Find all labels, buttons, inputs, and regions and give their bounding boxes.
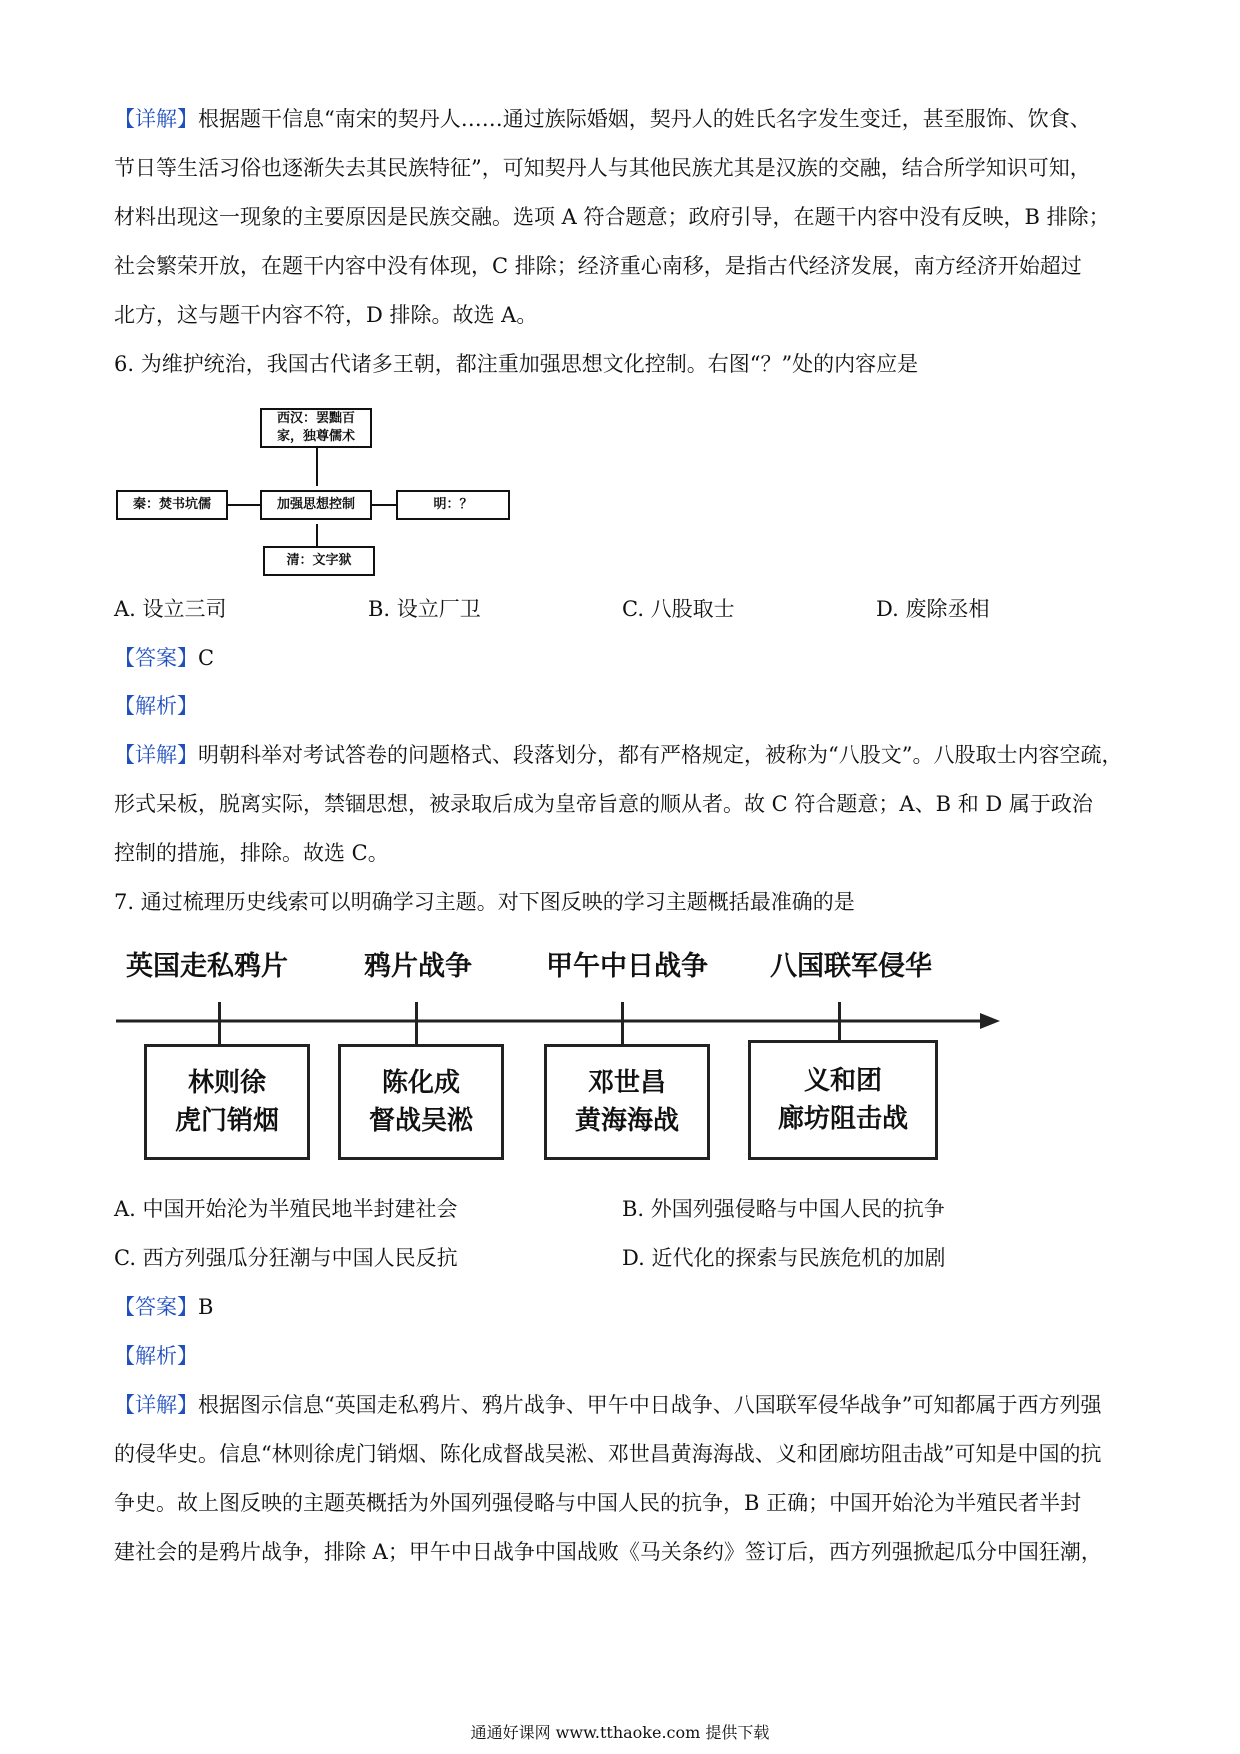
text-line: 【详解】根据题干信息“南宋的契丹人……通过族际婚姻，契丹人的姓氏名字发生变迁，甚至服饰、饮食、 xyxy=(114,107,1091,131)
answer-tag: 【答案】 xyxy=(114,1295,198,1319)
timeline-tick xyxy=(415,1002,418,1044)
node-western-han: 西汉：罢黜百 家，独尊儒术 xyxy=(260,408,372,448)
option-d[interactable]: D. 废除丞相 xyxy=(876,597,990,621)
node-qing: 清：文字狱 xyxy=(263,546,375,576)
option-d[interactable]: D. 近代化的探索与民族危机的加剧 xyxy=(622,1246,946,1270)
timeline-title-4: 八国联军侵华 xyxy=(770,951,932,982)
question-7-stem: 7. 通过梳理历史线索可以明确学习主题。对下图反映的学习主题概括最准确的是 xyxy=(114,890,855,914)
text-line: 节日等生活习俗也逐渐失去其民族特征”，可知契丹人与其他民族尤其是汉族的交融，结合所学知识可知， xyxy=(114,156,1091,180)
option-b[interactable]: B. 设立厂卫 xyxy=(368,597,481,621)
option-a[interactable]: A. 设立三司 xyxy=(114,597,227,621)
text-line: 争史。故上图反映的主题英概括为外国列强侵略与中国人民的抗争，B 正确；中国开始沦为半殖民者半封 xyxy=(114,1491,1082,1515)
text-line: 材料出现这一现象的主要原因是民族交融。选项 A 符合题意；政府引导，在题干内容中没有反映，B 排除； xyxy=(114,205,1110,229)
analysis-tag: 【解析】 xyxy=(114,694,198,718)
option-c[interactable]: C. 西方列强瓜分狂潮与中国人民反抗 xyxy=(114,1246,458,1270)
timeline-box-1: 林则徐 虎门销烟 xyxy=(144,1044,310,1160)
connector-left xyxy=(228,504,260,506)
node-center: 加强思想控制 xyxy=(260,490,372,520)
answer-value: C xyxy=(198,646,215,670)
timeline-tick xyxy=(621,1002,624,1044)
text-line: 【详解】明朝科举对考试答卷的问题格式、段落划分，都有严格规定，被称为“八股文”。八股取士内容空疏， xyxy=(114,743,1123,767)
text-line: 社会繁荣开放，在题干内容中没有体现，C 排除；经济重心南移，是指古代经济发展，南方经济开始超过 xyxy=(114,254,1082,278)
text-line: 控制的措施，排除。故选 C。 xyxy=(114,841,389,865)
timeline-box-2: 陈化成 督战吴淞 xyxy=(338,1044,504,1160)
answer-value: B xyxy=(198,1295,214,1319)
timeline-title-2: 鸦片战争 xyxy=(364,951,472,982)
analysis-tag: 【解析】 xyxy=(114,1344,198,1368)
text-line: 北方，这与题干内容不符，D 排除。故选 A。 xyxy=(114,303,538,327)
text-line: 【详解】根据图示信息“英国走私鸦片、鸦片战争、甲午中日战争、八国联军侵华战争”可知都属于西方列强 xyxy=(114,1393,1102,1417)
timeline-axis-arrow xyxy=(116,1005,1016,1035)
timeline-title-1: 英国走私鸦片 xyxy=(126,951,288,982)
page-footer[interactable]: 通通好课网 www.tthaoke.com 提供下载 xyxy=(470,1723,770,1742)
timeline-tick xyxy=(838,1002,841,1044)
connector-bottom xyxy=(316,524,318,546)
answer-line xyxy=(114,644,1130,672)
node-qin: 秦：焚书坑儒 xyxy=(116,490,228,520)
question-6-stem: 6. 为维护统治，我国古代诸多王朝，都注重加强思想文化控制。右图“？”处的内容应是 xyxy=(114,352,919,376)
connector-right xyxy=(372,504,396,506)
text-line: 形式呆板，脱离实际，禁锢思想，被录取后成为皇帝旨意的顺从者。故 C 符合题意；A、B 和 D 属于政治 xyxy=(114,792,1093,816)
node-ming: 明：？ xyxy=(396,490,510,520)
timeline-box-3: 邓世昌 黄海海战 xyxy=(544,1044,710,1160)
option-b[interactable]: B. 外国列强侵略与中国人民的抗争 xyxy=(622,1197,945,1221)
answer-line xyxy=(114,1293,1130,1321)
option-a[interactable]: A. 中国开始沦为半殖民地半封建社会 xyxy=(114,1197,458,1221)
connector-top xyxy=(316,444,318,486)
text-line: 的侵华史。信息“林则徐虎门销烟、陈化成督战吴淞、邓世昌黄海海战、义和团廊坊阻击战”可知是中国的抗 xyxy=(114,1442,1102,1466)
text-line: 建社会的是鸦片战争，排除 A；甲午中日战争中国战败《马关条约》签订后，西方列强掀起瓜分中国狂潮， xyxy=(114,1540,1102,1564)
timeline-tick xyxy=(218,1002,221,1044)
timeline-title-3: 甲午中日战争 xyxy=(546,951,708,982)
detail-tag: 【详解】 xyxy=(114,1393,198,1417)
detail-tag: 【详解】 xyxy=(114,107,198,131)
detail-tag: 【详解】 xyxy=(114,743,198,767)
answer-tag: 【答案】 xyxy=(114,646,198,670)
timeline-box-4: 义和团 廊坊阻击战 xyxy=(748,1040,938,1160)
option-c[interactable]: C. 八股取士 xyxy=(622,597,735,621)
